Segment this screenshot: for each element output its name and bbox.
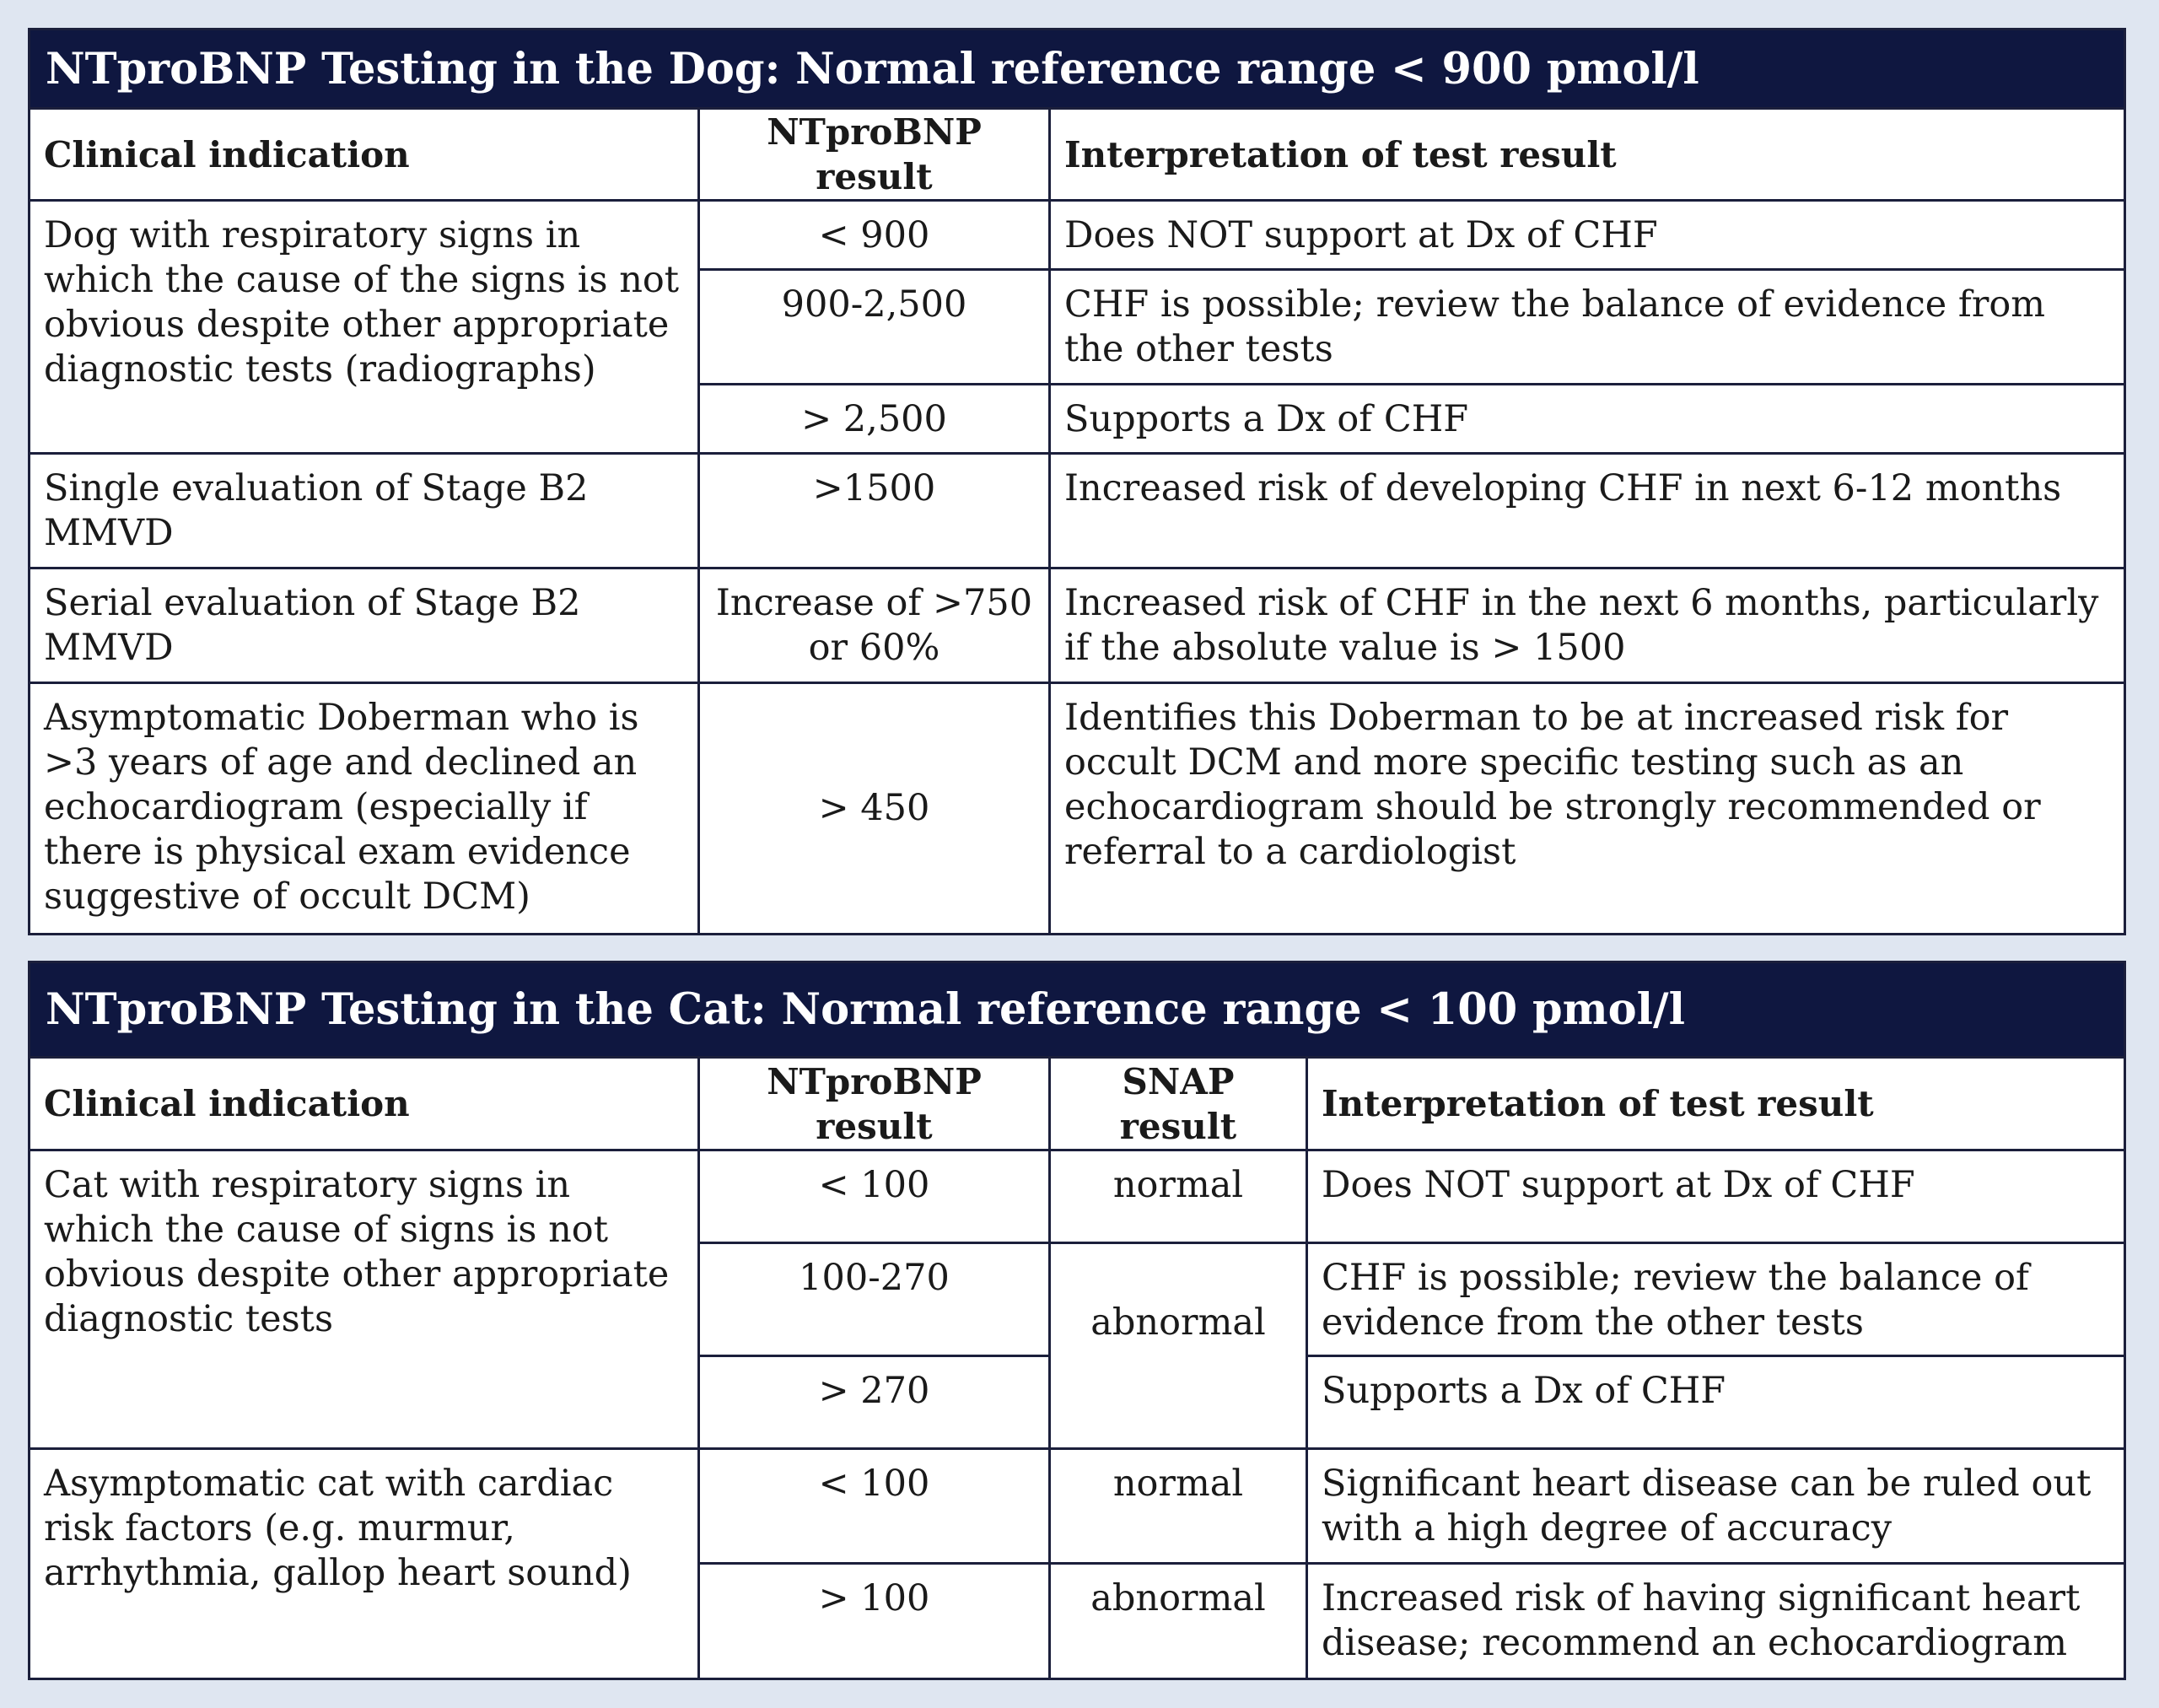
dog-result-value: 900-2,500 — [699, 270, 1050, 385]
dog-header-interpretation: Interpretation of test result — [1050, 109, 2125, 201]
dog-result-interpretation: Supports a Dx of CHF — [1050, 385, 2125, 454]
cat-result-interpretation: Supports a Dx of CHF — [1307, 1356, 2125, 1449]
cat-result-value: > 100 — [699, 1564, 1050, 1679]
cat-result-value: < 100 — [699, 1449, 1050, 1564]
cat-indication-respiratory: Cat with respiratory signs in which the cause of signs is not obvious despite other appropriate diagnostic tests — [30, 1150, 699, 1449]
cat-header-interpretation: Interpretation of test result — [1307, 1058, 2125, 1150]
cat-snap-result: normal — [1050, 1449, 1307, 1564]
cat-table — [28, 961, 2126, 1680]
dog-indication-single-b2: Single evaluation of Stage B2 MMVD — [30, 454, 699, 568]
dog-result-value: > 450 — [699, 683, 1050, 935]
dog-result-value: Increase of >750 or 60% — [699, 568, 1050, 683]
cat-result-interpretation: Increased risk of having significant heart disease; recommend an echocardiogram — [1307, 1564, 2125, 1679]
dog-result-interpretation: Identifies this Doberman to be at increased risk for occult DCM and more specific testing such as an echocardiogram should be strongly recommended or referral to a cardiologist — [1050, 683, 2125, 935]
cat-table-title: NTproBNP Testing in the Cat: Normal reference range < 100 pmol/l — [30, 962, 2125, 1058]
cat-indication-asymptomatic: Asymptomatic cat with cardiac risk factors (e.g. murmur, arrhythmia, gallop heart sound) — [30, 1449, 699, 1679]
cat-result-value: > 270 — [699, 1356, 1050, 1449]
cat-result-interpretation: CHF is possible; review the balance of evidence from the other tests — [1307, 1243, 2125, 1356]
dog-indication-serial-b2: Serial evaluation of Stage B2 MMVD — [30, 568, 699, 683]
cat-result-value: < 100 — [699, 1150, 1050, 1243]
dog-result-value: > 2,500 — [699, 385, 1050, 454]
dog-header-result: NTproBNP result — [699, 109, 1050, 201]
cat-header-indication: Clinical indication — [30, 1058, 699, 1150]
dog-result-interpretation: Increased risk of developing CHF in next 6-12 months — [1050, 454, 2125, 568]
cat-header-snap: SNAP result — [1050, 1058, 1307, 1150]
dog-result-interpretation: CHF is possible; review the balance of evidence from the other tests — [1050, 270, 2125, 385]
dog-indication-doberman: Asymptomatic Doberman who is >3 years of age and declined an echocardiogram (especially if there is physical exam evidence suggestive of occult DCM) — [30, 683, 699, 935]
cat-result-interpretation: Significant heart disease can be ruled out with a high degree of accuracy — [1307, 1449, 2125, 1564]
cat-header-result: NTproBNP result — [699, 1058, 1050, 1150]
dog-header-indication: Clinical indication — [30, 109, 699, 201]
dog-result-interpretation: Does NOT support at Dx of CHF — [1050, 201, 2125, 270]
dog-result-interpretation: Increased risk of CHF in the next 6 months, particularly if the absolute value is > 1500 — [1050, 568, 2125, 683]
cat-snap-result: normal — [1050, 1150, 1307, 1243]
cat-snap-result: abnormal — [1050, 1243, 1307, 1449]
dog-indication-respiratory: Dog with respiratory signs in which the cause of the signs is not obvious despite other appropriate diagnostic tests (radiographs) — [30, 201, 699, 454]
cat-result-interpretation: Does NOT support at Dx of CHF — [1307, 1150, 2125, 1243]
cat-snap-result: abnormal — [1050, 1564, 1307, 1679]
dog-table — [28, 28, 2126, 935]
cat-result-value: 100-270 — [699, 1243, 1050, 1356]
dog-result-value: < 900 — [699, 201, 1050, 270]
dog-result-value: >1500 — [699, 454, 1050, 568]
dog-table-title: NTproBNP Testing in the Dog: Normal reference range < 900 pmol/l — [30, 30, 2125, 109]
